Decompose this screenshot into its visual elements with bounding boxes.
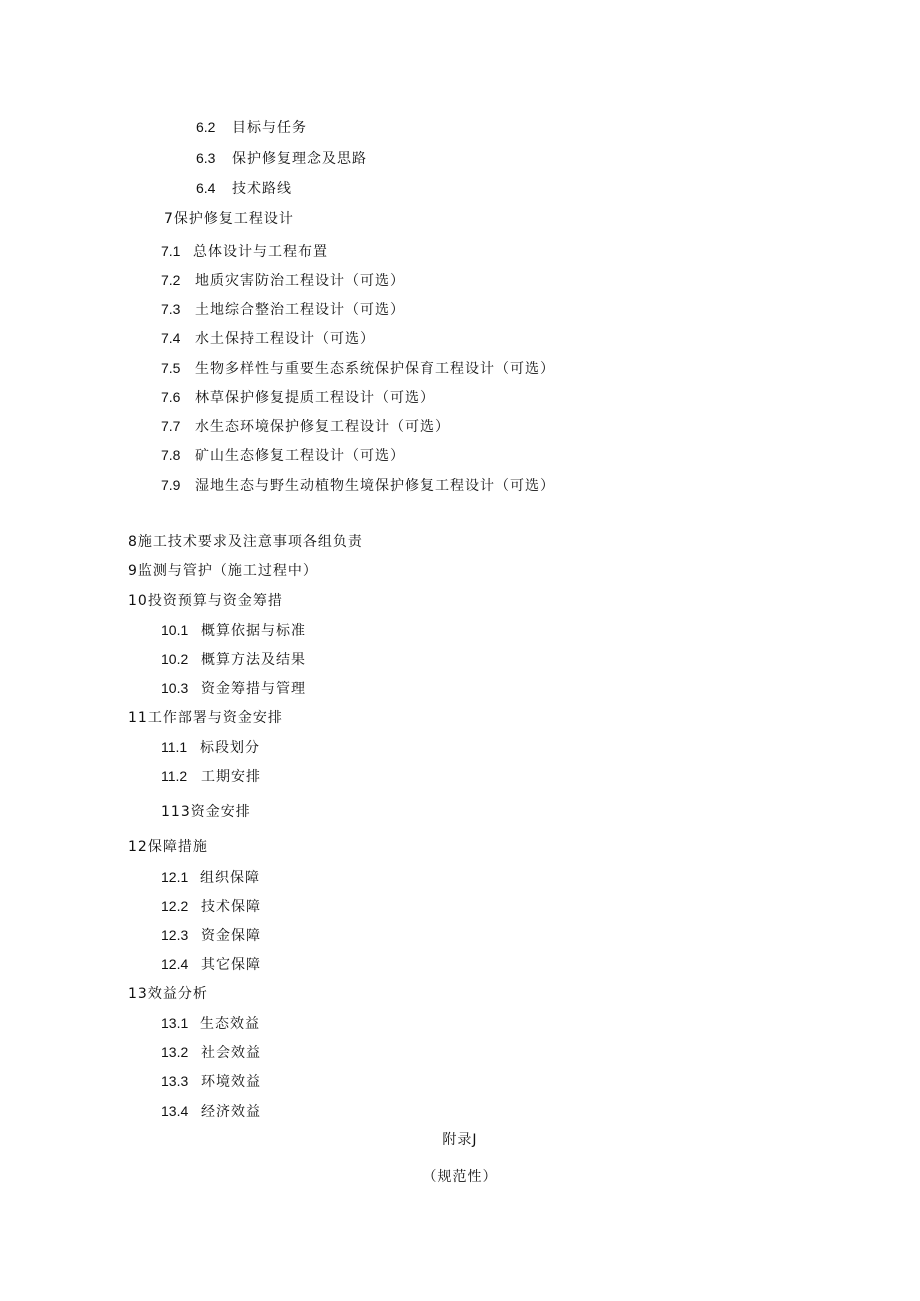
toc-title: 资金保障 [201,928,261,944]
toc-number: 13.2 [161,1044,189,1060]
toc-item-12-4 [161,955,261,974]
toc-item-11-1 [161,738,260,757]
toc-number: 12.2 [161,898,189,914]
toc-item-7-6 [161,388,435,407]
appendix-subtitle: （规范性） [422,1169,498,1185]
toc-number: 11.1 [161,739,188,755]
toc-item-13-2 [161,1043,261,1062]
toc-title: 标段划分 [200,740,260,756]
toc-item-11-2 [161,767,261,786]
toc-title: 土地综合整治工程设计（可选） [195,302,405,318]
toc-heading-13: 13效益分析 [128,986,208,1002]
toc-title: 组织保障 [200,870,260,886]
toc-item-13-4 [161,1102,261,1121]
toc-item-7-4 [161,329,375,348]
toc-item-7-1 [161,242,328,261]
toc-item-7-7 [161,417,450,436]
toc-title: 林草保护修复提质工程设计（可选） [195,390,435,406]
toc-number: 6.3 [196,150,216,166]
toc-item-7-8 [161,446,405,465]
toc-heading-7: 7保护修复工程设计 [164,211,294,227]
toc-number: 10.3 [161,680,189,696]
toc-title: 工期安排 [201,769,261,785]
toc-number: 13.1 [161,1015,189,1031]
toc-number: 6.4 [196,180,216,196]
toc-title: 生态效益 [200,1016,260,1032]
toc-number: 12.4 [161,956,189,972]
toc-item-7-5 [161,359,555,378]
toc-number: 7.2 [161,272,181,288]
toc-item-12-3 [161,926,261,945]
toc-heading-8: 8施工技术要求及注意事项各组负责 [128,534,363,550]
toc-item-12-1 [161,868,260,887]
toc-item-10-1 [161,621,306,640]
toc-title: 保护修复理念及思路 [232,151,367,167]
toc-number: 10.2 [161,651,189,667]
toc-number: 7.5 [161,360,181,376]
toc-title: 其它保障 [201,957,261,973]
toc-number: 7.6 [161,389,181,405]
toc-title: 水土保持工程设计（可选） [195,331,375,347]
toc-item-7-2 [161,271,405,290]
toc-item-13-3 [161,1072,261,1091]
toc-number: 7.4 [161,330,181,346]
toc-title: 湿地生态与野生动植物生境保护修复工程设计（可选） [195,478,555,494]
toc-number: 11.2 [161,768,188,784]
toc-title: 目标与任务 [232,120,307,136]
toc-title: 环境效益 [201,1074,261,1090]
toc-title: 地质灾害防治工程设计（可选） [195,273,405,289]
toc-title: 技术保障 [201,899,261,915]
toc-item-6-4 [196,179,292,198]
toc-item-13-1 [161,1014,260,1033]
toc-number: 7.9 [161,477,181,493]
toc-title: 资金筹措与管理 [201,681,306,697]
toc-title: 生物多样性与重要生态系统保护保育工程设计（可选） [195,361,555,377]
toc-number: 7.1 [161,243,181,259]
toc-number: 7.7 [161,418,181,434]
toc-number: 12.3 [161,927,189,943]
toc-title: 社会效益 [201,1045,261,1061]
toc-title: 总体设计与工程布置 [193,244,328,260]
toc-item-7-9 [161,476,555,495]
toc-heading-12: 12保障措施 [128,839,208,855]
toc-heading-10: 10投资预算与资金筹措 [128,593,283,609]
toc-title: 概算依据与标准 [201,623,306,639]
toc-heading-9: 9监测与管护（施工过程中） [128,563,318,579]
toc-item-10-3 [161,679,306,698]
toc-number: 7.8 [161,447,181,463]
toc-title: 概算方法及结果 [201,652,306,668]
toc-title: 经济效益 [201,1104,261,1120]
toc-heading-11: 11工作部署与资金安排 [128,710,283,726]
toc-item-12-2 [161,897,261,916]
toc-title: 水生态环境保护修复工程设计（可选） [195,419,450,435]
toc-number: 7.3 [161,301,181,317]
toc-item-11-3: 113资金安排 [161,804,251,820]
toc-number: 12.1 [161,869,189,885]
toc-number: 13.4 [161,1103,189,1119]
toc-item-7-3 [161,300,405,319]
toc-number: 13.3 [161,1073,189,1089]
appendix-title: 附录J [442,1132,478,1148]
toc-item-6-3 [196,149,367,168]
toc-item-6-2 [196,118,307,137]
toc-item-10-2 [161,650,306,669]
toc-number: 6.2 [196,119,216,135]
toc-number: 10.1 [161,622,189,638]
toc-title: 矿山生态修复工程设计（可选） [195,448,405,464]
toc-title: 技术路线 [232,181,292,197]
